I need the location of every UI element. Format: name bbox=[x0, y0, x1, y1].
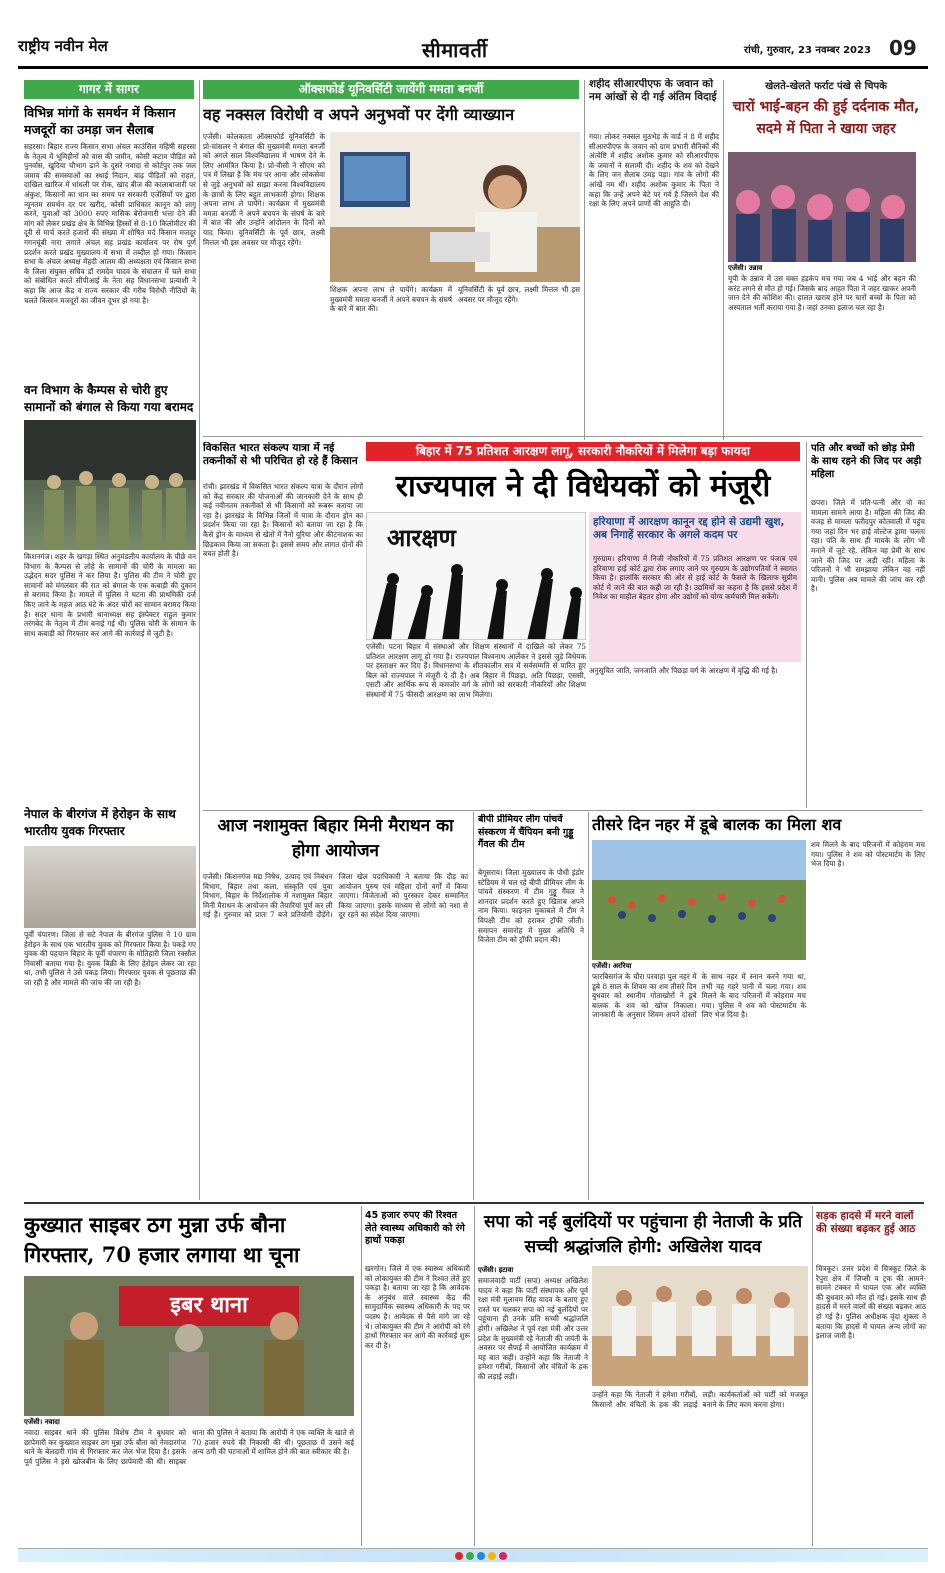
haryana-body: गुरुग्राम। हरियाणा में निजी नौकरियों में 75 प्रतिशत आरक्षण पर पंजाब एवं हरियाणा हाई कोर्ट द्वारा रोक लगाए जाने पर गुरुग्राम के उद्योगपतियों ने स्वागत किया है। हालांकि सरकार की ओर से हाई कोर्ट के फैसले के खिलाफ सुप्रीम कोर्ट में जाने की बात कही जा रही है। उद्यमियों का कहना है कि इससे प्रदेश में निवेश का माहौल बेहतर होगा और उद्योगों को योग्य कर्मचारी मिल सकेंगे। bbox=[593, 554, 797, 602]
marathon-headline: आज नशामुक्त बिहार मिनी मैराथन का होगा आयोजन bbox=[217, 816, 454, 861]
police-group-image bbox=[24, 420, 196, 550]
registration-dot bbox=[488, 1552, 496, 1560]
bribe-headline: 45 हजार रुपए की रिश्वत लेते स्वास्थ्य अधिकारी को रंगे हाथों पकड़ा bbox=[365, 1210, 465, 1246]
mamata-body-col3: यूनिवर्सिटी के पूर्व छात्र, लक्ष्मी मित्तल भी इस अवसर पर मौजूद रहेंगे। bbox=[458, 285, 580, 304]
farmers-body: सहरसा। बिहार राज्य किसान सभा अंचल काउंसिल महिषी सहरसा के नेतृत्व में भूमिहीनों को वास की जमीन, कोसी कटाव पीड़ित को पुनर्वास, खुदिया चौभाग ढाने के दुसरे नवादा से कोर्टपुर तक जल जमाव की समस्याओं का स्थाई निदान, बाढ़ पीड़ितों को राहत, दाखिल खारिज में धांधली पर रोक, खाद बीज की कालाबाजारी पर अंकुश, किसानों का धान का समय पर सरकारी एजेंसियों पर द्वारा न्यूनतम समर्थन दर पर खरीद, कोसी प्राधिकार कानून को लागू करने, युवाओं को 3000 रुपए मासिक बेरोजगारी भत्ता देने की मांग को लेकर प्रखंड क्षेत्र के विभिन्न हिस्सों से 8-10 किलोमीटर की दूरी से मार्च करते हजारों की संख्या में शोषित मर्द किसान मजदूर गगनचूंबी नारा लगाते अंचल सह प्रखंड कार्यालय पर रोष पूर्ण प्रदर्शन करते प्रखंड मुख्यालय में सभा में तब्दील हो गया। किसान सभा के अंचल अध्यक्ष मेंहदी आलम की अध्यक्षता एवं किसान सभा के जिला संयुक्त सचिव डॉ रामदेव यादव के संचालन में चले सभा को संबोधित करते सीपीआई के नेता सह विधानसभा प्रत्याशी ने कहा कि आज केंद्र व राज्य सरकार की गरीब विरोधी नीतियों के चलते किसान मजदूरों का जीवन दूभर हो गया है। bbox=[24, 142, 196, 305]
column-rule bbox=[474, 1206, 475, 1546]
drowned-body: फारबिसगंज के चौरा परवाहा पुल नहर में डूबे 8 साल के शिवम का शव तीसरे दिन बुधवार को स्थानीय गोताखोरों ने डूबे बालक के शव को खोज निकाला। जानकारी के अनुसार शिवम अपने दोस्तों के साथ नहर में स्नान करने गया था, तभी वह गहरे पानी में चला गया। शव मिलने के बाद परिजनों में कोहराम मच गया। पुलिस ने शव को पोस्टमार्टम के लिए भेज दिया है। bbox=[592, 972, 806, 1020]
oxford-tag: ऑक्सफोर्ड यूनिवर्सिटी जायेंगी ममता बनर्जी bbox=[203, 80, 579, 99]
masthead-rule bbox=[18, 66, 928, 69]
mamata-body-col2: शिक्षक अपना लाभ ले पायेंगे। कार्यक्रम में मुख्यमंत्री ममता बनर्जी ने अपने बचपन के संघर्ष के बारे में बात की। bbox=[330, 285, 452, 314]
column-rule bbox=[199, 80, 200, 1200]
left-section-tag: गागर में सागर bbox=[24, 80, 194, 99]
forest-body: किशनगंज। शहर के खगड़ा स्थित अनुमंडलीय कार्यालय के पीछे वन विभाग के कैम्पस से लोहे के सामानों की चोरी के मामला का उद्भेदन सदर पुलिस ने कर लिया है। पुलिस की टीम ने चोरी हुए सामानों को मंगलवार की रात को बंगाल के एक कबाड़ी की दुकान से बरामद किया है। मामले में पुलिस ने घटना की प्राथमिकी दर्ज किए जाने के महज आठ घंटे के अंदर चोरों का सामान बरामद किया है। सदर थाना के प्रभारी थानाध्यक्ष सह इंस्पेक्टर राहुल कुमार तरंगबेद के नेतृत्व में टीम बनाई गई थी। पुलिस चोरी के सामान के साथ कबाड़ी को गिरफ्तार कर आगे की कार्रवाई में जुटी है। bbox=[24, 552, 196, 638]
registration-dots bbox=[455, 1552, 507, 1560]
column-rule bbox=[584, 80, 585, 440]
column-rule bbox=[588, 812, 589, 1200]
bpl-body: बेगूसराय। जिला मुख्यालय के पौधी इंडोर स्टेडियम में चल रहे बीपी प्रीमियर लीग के पांचवें संस्करण में टीम गुड्डू गैंवल ने शानदार प्रदर्शन करते हुए खिताब अपने नाम किया। फाइनल मुकाबले में टीम ने विपक्षी टीम को हराकर ट्रॉफी जीती। समापन समारोह में मुख्य अतिथि ने विजेता टीम को ट्रॉफी प्रदान की। bbox=[478, 868, 584, 945]
drowned-caption: एजेंसी। अररिया bbox=[592, 962, 632, 970]
reservation-body: एजेंसी। पटना बिहार में संस्थाओं और शिक्षण संस्थानों में दाखिले को लेकर 75 प्रतिशत आरक्षण लागू हो गया है। राज्यपाल विश्वनाथ आर्लेकर ने इससे जुड़े विधेयक पर हस्ताक्षर कर दिए हैं। विधानसभा के शीतकालीन सत्र में सर्वसम्मति से पारित हुए बिल को राज्यपाल ने मंजूरी दे दी है। अब बिहार में पिछड़ा, अति पिछड़ा, एससी, एसटी और आर्थिक रूप से कमजोर वर्ग के लोगों को सरकारी नौकरियों और शिक्षण संस्थानों में 75 फीसदी आरक्षण का लाभ मिलेगा। bbox=[366, 642, 586, 699]
forest-photo bbox=[24, 420, 196, 550]
masthead bbox=[0, 28, 945, 68]
haryana-headline: हरियाणा में आरक्षण कानून रद्द होने से उद्यमी खुश, अब निगाहें सरकार के अगले कदम पर bbox=[593, 516, 785, 541]
jawan-body: गया। लोकर नक्सल मुठभेड़ के वार्ड नं 8 में शहीद सीआरपीएफ के जवान को ग्राम प्रभारी सैनिकों की अंत्येष्टि में शहीद अशोक कुमार को सीआरपीएफ के जवानों ने सलामी दी। शहीद के शव को देखने के लिए जन सैलाब उमड़ पड़ा। गांव के लोगों की आंखें नम थीं। शहीद अशोक कुमार के पिता ने कहा कि उन्हें अपने बेटे पर गर्व है जिसने देश की रक्षा के लिए अपने प्राणों की आहुति दी। bbox=[589, 132, 719, 209]
akhilesh-photo bbox=[592, 1266, 808, 1386]
column-rule bbox=[806, 442, 807, 808]
reservation-body-continued: अनुसूचित जाति, जनजाति और पिछड़ा वर्ग के आरक्षण में वृद्धि की गई है। bbox=[589, 666, 778, 675]
column-rule bbox=[812, 1206, 813, 1546]
registration-dot bbox=[466, 1552, 474, 1560]
haryana-box bbox=[589, 512, 801, 662]
column-rule bbox=[723, 80, 724, 440]
farmers-headline: विभिन्न मांगों के समर्थन में किसान मजदूरों का उमड़ा जन सैलाब bbox=[24, 105, 176, 137]
bpl-headline: बीपी प्रीमियर लीग पांचवें संस्करण में चैंपियन बनी गुड्डू गैंवल की टीम bbox=[478, 814, 574, 850]
cyber-photo bbox=[24, 1276, 354, 1416]
mamata-photo bbox=[330, 132, 580, 282]
brand-name: राष्ट्रीय नवीन मेल bbox=[18, 37, 108, 55]
riverbank-crowd-image bbox=[592, 840, 806, 960]
registration-dot bbox=[477, 1552, 485, 1560]
mamata-body-col1: एजेंसी। कोलकाता ऑक्सफोर्ड यूनिवर्सिटी के प्रो-चांसलर ने बंगाल की मुख्यमंत्री ममता बनर्जी को अगले साल विश्वविद्यालय में भाषण देने के लिए आमंत्रित किया है। प्रो-वीसी ने सीएम को पत्र में लिखा है कि मंच पर आना और लोकसेवा से जुड़े अनुभवों को साझा करना विश्वविद्यालय के छात्रों के लिए बहुत लाभकारी होगा। शिक्षक अपना लाभ ले पायेंगे। कार्यक्रम में मुख्यमंत्री ममता बनर्जी ने अपने बचपन के संघर्ष के बारे में बात की और उन्होंने आंदोलन के दिनों को याद किया। यूनिवर्सिटी के पूर्व छात्र, लक्ष्मी मित्तल भी इस अवसर पर मौजूद रहेंगे। bbox=[203, 132, 325, 247]
reservation-headline: राज्यपाल ने दी विधेयकों को मंजूरी bbox=[395, 469, 771, 504]
nepal-headline: नेपाल के बीरगंज में हेरोइन के साथ भारतीय युवक गिरफ्तार bbox=[24, 807, 176, 838]
accident-body: चित्रकूट। उत्तर प्रदेश में चित्रकूट जिले के रैपुरा क्षेत्र में जिप्सी व ट्रक की आमने-सामने टक्कर में घायल एक और व्यक्ति की बुधवार को मौत हो गई। इसके साथ ही हादसे में मरने वालों की संख्या बढ़कर आठ हो गई है। पुलिस अधीक्षक वृंदा शुक्ला ने बताया कि हादसे में घायल अन्य लोगों का इलाज जारी है। bbox=[816, 1264, 926, 1341]
marathon-body: एजेंसी। किशनगंज मद्य निषेध, उत्पाद एवं निबंधन विभाग, बिहार तथा कला, संस्कृति एवं युवा विभाग, बिहार के निर्देशालोक में नशामुक्त बिहार मिनी मैराथन के आयोजन की तैयारियां पूर्ण कर ली गई हैं। गुरुवार को प्रातः 7 बजे प्रतियोगी दौड़ेंगे। जिला खेल पदाधिकारी ने बताया कि दौड़ का आयोजन पुरुष एवं महिला दोनों वर्गों में किया जाएगा। विजेताओं को पुरस्कार देकर सम्मानित किया जाएगा। इसके माध्यम से लोगों को नशा से दूर रहने का संदेश दिया जाएगा। bbox=[203, 872, 468, 920]
reservation-banner: बिहार में 75 प्रतिशत आरक्षण लागू, सरकारी नौकरियों में मिलेगा बड़ा फायदा bbox=[366, 442, 800, 461]
cyber-caption: एजेंसी। नवादा bbox=[24, 1418, 60, 1426]
mamata-image bbox=[330, 132, 580, 282]
mamata-headline: वह नक्सल विरोधी व अपने अनुभवों पर देंगी व्याख्यान bbox=[203, 105, 515, 124]
reservation-photo bbox=[366, 512, 586, 640]
kisan-tech-body: रांची। झारखंड में विकसित भारत संकल्प यात्रा के दौरान लोगों को केंद्र सरकार की योजनाओं की जानकारी देने के साथ ही कई नवीनतम तकनीकों से भी किसानों को रूबरू कराया जा रहा है। झारखंड के विभिन्न जिलों में यात्रा के दौरान ड्रोन का प्रदर्शन किया जा रहा है। किसानों को बताया जा रहा है कि कैसे ड्रोन के माध्यम से खेतों में नैनो यूरिया और कीटनाशक का छिड़काव किया जा सकता है। इससे समय और लागत दोनों की बचत होती है। bbox=[203, 482, 363, 559]
nepal-body: पूर्वी चंपारण। जिला से सटे नेपाल के बीरगंज पुलिस ने 10 ग्राम हेरोइन के साथ एक भारतीय युवक को गिरफ्तार किया है। पकड़े गए युवक की पहचान बिहार के पूर्वी चंपारण के मोतिहारी जिला रक्सौल निवासी बताया गया है। युवक बिक्री के लिए हेरोइन लेकर जा रहा था, तभी पुलिस ने उसे पकड़ लिया। गिरफ्तार युवक से पूछताछ की जा रही है और मामले की जांच की जा रही है। bbox=[24, 930, 196, 987]
reservation-image-word: आरक्षण bbox=[387, 523, 456, 552]
page-number: 09 bbox=[889, 36, 917, 60]
siblings-kicker: खेलते-खेलते फर्राट पंखे से चिपके bbox=[765, 81, 887, 92]
akhilesh-caption: एजेंसी। इटावा bbox=[478, 1266, 514, 1274]
akhilesh-headline: सपा को नई बुलंदियों पर पहुंचाना ही नेताजी के प्रति सच्ची श्रद्धांजलि होगी: अखिलेश यादव bbox=[483, 1212, 803, 1257]
column-rule bbox=[361, 1206, 362, 1546]
accident-headline: सड़क हादसे में मरने वालों की संख्या बढ़कर हुई आठ bbox=[816, 1210, 916, 1235]
drowned-headline: तीसरे दिन नहर में डूबे बालक का मिला शव bbox=[592, 815, 842, 834]
row-rule bbox=[203, 810, 923, 811]
page-footer bbox=[18, 1548, 928, 1562]
nepal-photo bbox=[24, 846, 196, 928]
registration-dot bbox=[455, 1552, 463, 1560]
jawan-headline: शहीद सीआरपीएफ के जवान को नम आंखों से दी गई अंतिम विदाई bbox=[589, 78, 717, 103]
akhilesh-body: समाजवादी पार्टी (सपा) अध्यक्ष अखिलेश यादव ने कहा कि पार्टी संस्थापक और पूर्व रक्षा मंत्री मुलायम सिंह यादव के बताए हुए रास्ते पर चलकर सपा को नई बुलंदियों पर पहुंचाना ही उनके प्रति सच्ची श्रद्धांजलि होगी। अखिलेश ने पूर्व रक्षा मंत्री और उत्तर प्रदेश के मुख्यमंत्री रहे नेताजी की जयंती के अवसर पर सैफई में आयोजित कार्यक्रम में यह बात कही। उन्होंने कहा कि नेताजी ने हमेशा गरीबों, किसानों और वंचितों के हक की लड़ाई लड़ी। bbox=[478, 1276, 588, 1381]
column-rule bbox=[473, 812, 474, 1200]
crowd-image bbox=[728, 152, 916, 262]
row-rule bbox=[24, 1202, 924, 1204]
woman-body: छपरा। जिले में पति-पत्नी और वो का मामला सामने आया है। महिला की जिद की वजह से मामला फरीदपुर कोतवाली में पहुंच गया जहां दिन भर हाई वोल्टेज ड्रामा चलता रहा। पति के साथ ही मायके के लोग भी मनाने में जुटे रहे, लेकिन वह प्रेमी के साथ जाने की जिद पर अड़ी रही। महिला के परिजनों ने भी समझाया लेकिन वह नहीं मानी। पुलिस अब मामले की जांच कर रही है। bbox=[811, 498, 925, 594]
siblings-body: यूपी के उन्नाव में उस वक्त हड़कंप मच गया जब 4 भाई और बहन की करंट लगने से मौत हो गई। जिसके बाद आहत पिता ने जहर खाकर अपनी जान देने की कोशिश की। हालत खराब होने पर चारों बच्चों के पिता को अस्पताल भर्ती कराया गया है। जहां उनका इलाज चल रहा है। bbox=[728, 274, 916, 312]
cyber-headline: कुख्यात साइबर ठग मुन्ना उर्फ बौना गिरफ्तार, 70 हजार लगाया था चूना bbox=[24, 1212, 300, 1267]
kisan-tech-headline: विकसित भारत संकल्प यात्रा में नई तकनीकों से भी परिचित हो रहे हैं किसान bbox=[203, 442, 358, 467]
siblings-photo bbox=[728, 152, 916, 262]
tribute-ceremony-image bbox=[592, 1266, 808, 1386]
cyber-photo-sign: इबर थाना bbox=[170, 1293, 248, 1318]
dateline: रांची, गुरुवार, 23 नवम्बर 2023 bbox=[744, 45, 871, 56]
siblings-caption: एजेंसी। उन्नाव bbox=[728, 264, 763, 272]
akhilesh-body-continued: उन्होंने कहा कि नेताजी ने हमेशा गरीबों, किसानों और वंचितों के हक की लड़ाई लड़ी। कार्यकर्ताओं को पार्टी को मजबूत बनाने के लिए काम करना होगा। bbox=[592, 1390, 808, 1409]
drowned-photo bbox=[592, 840, 806, 960]
cyber-body: नवादा साइबर थाने की पुलिस विशेष टीम ने बुधवार को छापेमारी कर कुख्यात साइबर ठग मुन्ना उर्फ बौना को नेमदारगंज थाने के बेलदारी गांव से गिरफ्तार कर जेल भेज दिया है। इसके पूर्व पुलिस ने इसे खोजबीन के लिए छापेमारी की थी। साइबर थाना की पुलिस ने बताया कि आरोपी ने एक व्यक्ति के खाते से 70 हजार रुपये की निकासी की थी। पूछताछ में उसने कई अन्य ठगी की घटनाओं में शामिल होने की बात स्वीकार की है। bbox=[24, 1428, 354, 1466]
registration-dot bbox=[499, 1552, 507, 1560]
bribe-body: खरगोन। जिले में एक स्वास्थ्य अधिकारी को लोकायुक्त की टीम ने रिश्वत लेते हुए पकड़ा है। बताया जा रहा है कि आवेदक के अनुबंध वाले स्वास्थ्य केंद्र की सामुदायिक स्वास्थ्य अधिकारी के पद पर पदस्थ है। आवेदक से पैसे मांगे जा रहे थे। लोकायुक्त की टीम ने आरोपी को रंगे हाथों गिरफ्तार कर आगे की कार्रवाई शुरू कर दी है। bbox=[365, 1264, 470, 1350]
section-title: सीमावर्ती bbox=[422, 38, 488, 62]
woman-headline: पति और बच्चों को छोड़ प्रेमी के साथ रहने की जिद पर अड़ी महिला bbox=[811, 443, 922, 480]
drowned-body-continued: शव मिलने के बाद परिजनों में कोहराम मच गया। पुलिस ने शव को पोस्टमार्टम के लिए भेज दिया है। bbox=[811, 840, 925, 869]
row-rule bbox=[203, 436, 923, 437]
siblings-headline: चारों भाई-बहन की हुई दर्दनाक मौत, सदमे में पिता ने खाया जहर bbox=[732, 99, 920, 137]
forest-headline: वन विभाग के कैम्पस से चोरी हुए सामानों को बंगाल से किया गया बरामद bbox=[24, 383, 194, 414]
